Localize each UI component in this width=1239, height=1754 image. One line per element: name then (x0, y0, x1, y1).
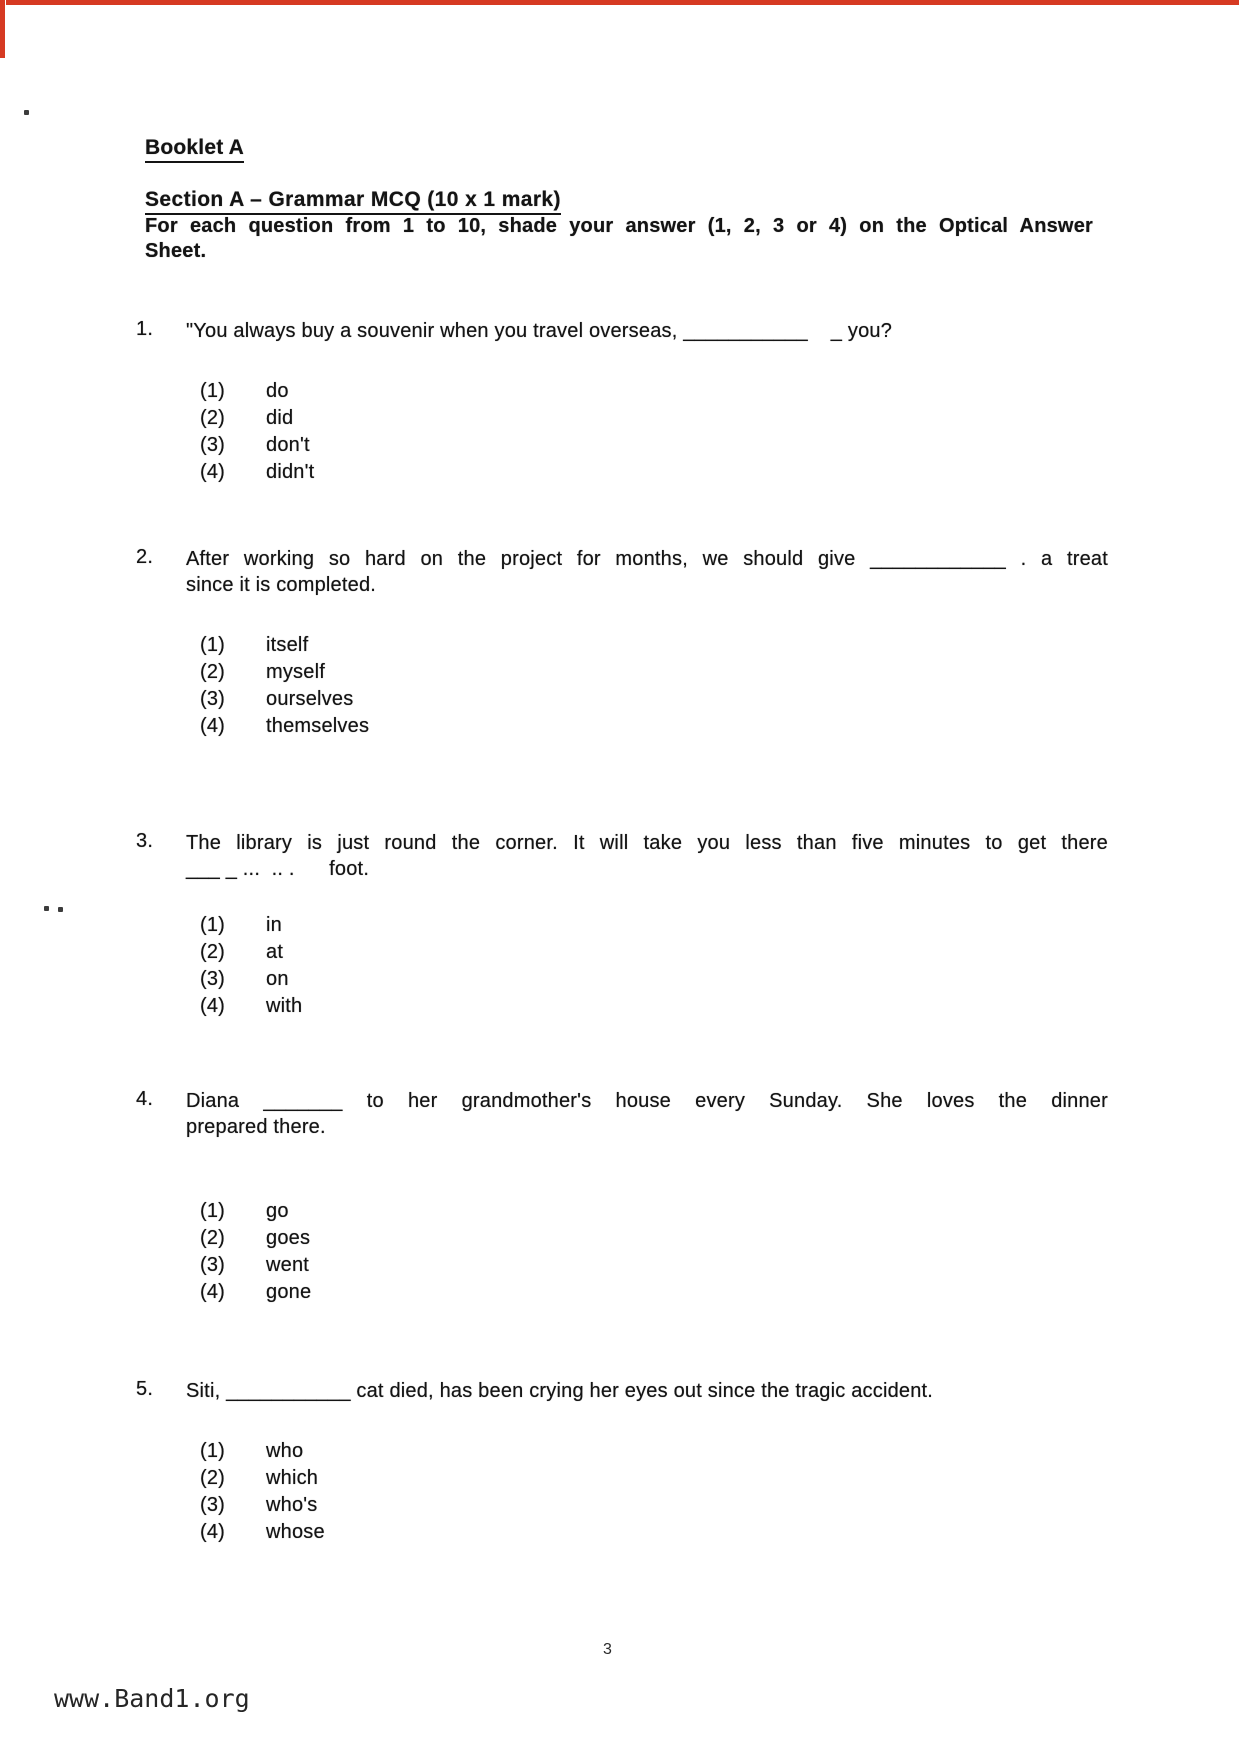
option-label: itself (266, 634, 309, 656)
scan-speck (58, 907, 63, 912)
option-number: (4) (200, 1281, 226, 1303)
option-number: (1) (200, 914, 226, 936)
question-stem-line: ___ _ ... .. . foot. (186, 858, 370, 880)
option-label: myself (266, 661, 325, 683)
top-scan-edge-mark (6, 0, 1239, 5)
option-label: go (266, 1200, 289, 1222)
option-row (200, 378, 314, 405)
option-number: (3) (200, 688, 226, 710)
option-number: (2) (200, 1227, 226, 1249)
option-row (200, 1519, 325, 1546)
option-label: gone (266, 1281, 312, 1303)
option-number: (2) (200, 941, 226, 963)
option-row (200, 659, 369, 686)
option-row (200, 432, 314, 459)
option-number: (3) (200, 434, 226, 456)
option-number: (1) (200, 634, 226, 656)
option-row (200, 1465, 325, 1492)
question-number: 5. (136, 1378, 154, 1400)
option-label: in (266, 914, 282, 936)
question-stem (186, 318, 1108, 344)
question-number: 3. (136, 830, 154, 852)
option-label: themselves (266, 715, 370, 737)
option-number: (1) (200, 1440, 226, 1462)
section-instructions (145, 214, 1093, 264)
question-stem (186, 546, 1108, 598)
option-row (200, 966, 302, 993)
options-list (200, 1438, 325, 1546)
scan-speck (44, 906, 49, 911)
question-stem-line: "You always buy a souvenir when you travel overseas, ___________ _ you? (186, 320, 893, 342)
option-row (200, 1438, 325, 1465)
question-stem-line: prepared there. (186, 1116, 326, 1138)
question-stem-line: After working so hard on the project for months, we should give ____________ . a treat (186, 548, 1108, 570)
option-row (200, 939, 302, 966)
option-label: don't (266, 434, 310, 456)
option-label: goes (266, 1227, 311, 1249)
option-number: (3) (200, 1494, 226, 1516)
option-number: (2) (200, 1467, 226, 1489)
option-number: (4) (200, 1521, 226, 1543)
options-list (200, 378, 314, 486)
option-label: which (266, 1467, 319, 1489)
options-list (200, 912, 302, 1020)
question-stem (186, 1088, 1108, 1140)
option-label: didn't (266, 461, 315, 483)
option-row (200, 1225, 311, 1252)
option-label: went (266, 1254, 310, 1276)
option-label: whose (266, 1521, 325, 1543)
option-number: (4) (200, 715, 226, 737)
question-number: 1. (136, 318, 154, 340)
option-number: (3) (200, 1254, 226, 1276)
option-number: (1) (200, 380, 226, 402)
option-label: do (266, 380, 289, 402)
option-row (200, 1492, 325, 1519)
option-row (200, 686, 369, 713)
question-stem-line: Diana _______ to her grandmother's house every Sunday. She loves the dinner (186, 1090, 1108, 1112)
question-stem-line: The library is just round the corner. It will take you less than five minutes to get there (186, 832, 1108, 854)
option-row (200, 993, 302, 1020)
left-scan-edge-mark (0, 0, 5, 58)
option-row (200, 459, 314, 486)
options-list (200, 1198, 311, 1306)
option-number: (4) (200, 995, 226, 1017)
question-stem-line: Siti, ___________ cat died, has been crying her eyes out since the tragic accident. (186, 1380, 934, 1402)
option-row (200, 713, 369, 740)
option-number: (4) (200, 461, 226, 483)
option-row (200, 912, 302, 939)
option-label: did (266, 407, 294, 429)
option-label: ourselves (266, 688, 354, 710)
watermark-url: www.Band1.org (54, 1684, 250, 1713)
option-label: who (266, 1440, 304, 1462)
question-stem-line: since it is completed. (186, 574, 377, 596)
question-stem (186, 1378, 1108, 1404)
option-row (200, 1279, 311, 1306)
option-number: (1) (200, 1200, 226, 1222)
option-row (200, 405, 314, 432)
option-label: with (266, 995, 303, 1017)
option-row (200, 632, 369, 659)
question-number: 4. (136, 1088, 154, 1110)
option-row (200, 1198, 311, 1225)
instructions-line-1: For each question from 1 to 10, shade your answer (1, 2, 3 or 4) on the Optical Answer (145, 215, 1093, 237)
option-number: (3) (200, 968, 226, 990)
option-row (200, 1252, 311, 1279)
page-number: 3 (603, 1641, 611, 1658)
scan-speck (24, 110, 29, 115)
option-label: on (266, 968, 289, 990)
option-label: at (266, 941, 284, 963)
option-number: (2) (200, 407, 226, 429)
question-stem (186, 830, 1108, 882)
section-title: Section A – Grammar MCQ (10 x 1 mark) (145, 188, 561, 215)
question-number: 2. (136, 546, 154, 568)
options-list (200, 632, 369, 740)
instructions-line-2: Sheet. (145, 240, 207, 262)
booklet-title: Booklet A (145, 136, 244, 163)
option-label: who's (266, 1494, 318, 1516)
option-number: (2) (200, 661, 226, 683)
